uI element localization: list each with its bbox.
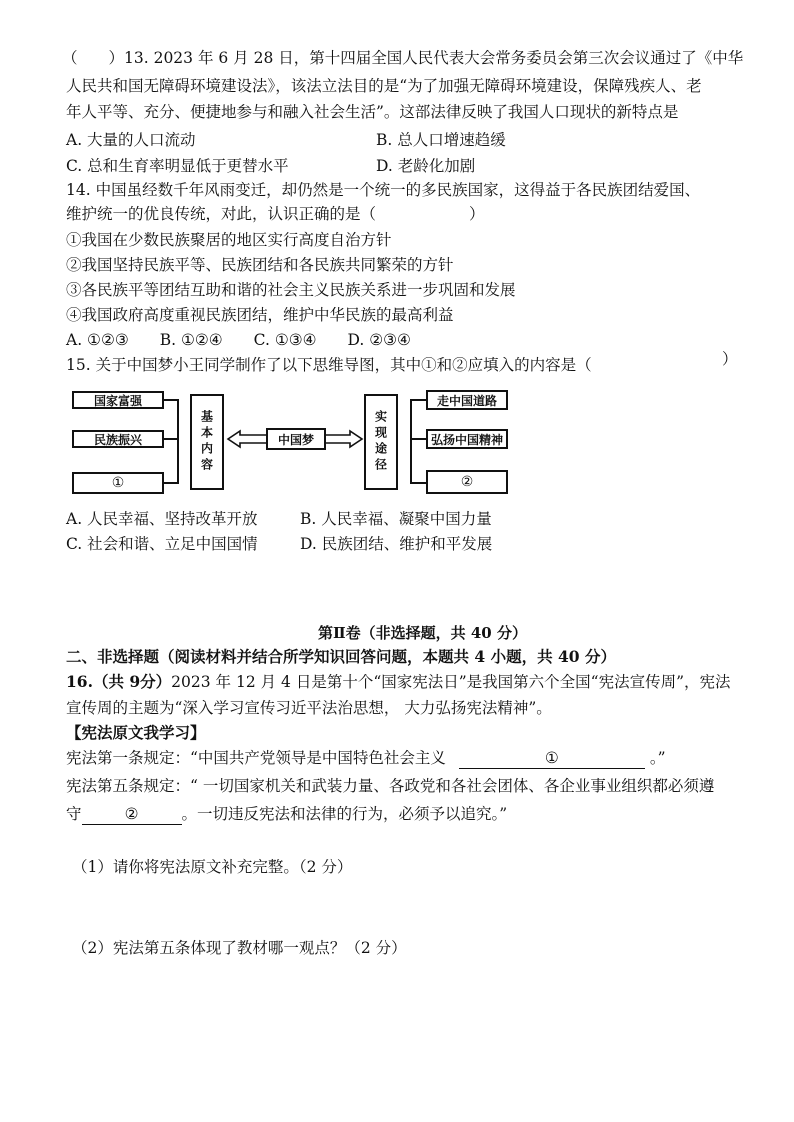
q16-article1 xyxy=(66,748,666,769)
mm-connector xyxy=(164,438,178,440)
mm-connector xyxy=(410,399,426,401)
q14-item-4: ④我国政府高度重视民族团结，维护中华民族的最高利益 xyxy=(66,306,454,324)
article1-end: 。” xyxy=(649,749,666,767)
q13-option-b: B. 总人口增速趋缓 xyxy=(376,131,506,149)
q13-line1: （ ）13. 2023 年 6 月 28 日，第十四届全国人民代表大会常务委员会第三次会议通过了《中华 xyxy=(62,49,744,67)
mm-connector xyxy=(164,482,178,484)
q15-stem: 15. 关于中国梦小王同学制作了以下思维导图，其中①和②应填入的内容是（ xyxy=(66,356,592,374)
mm-left-1: 国家富强 xyxy=(72,391,164,409)
mm-chinese-dream: 中国梦 xyxy=(266,428,326,450)
article5-end: 。一切违反宪法和法律的行为，必须予以追究。” xyxy=(181,805,508,823)
mm-left-3-blank: ① xyxy=(72,472,164,494)
q16-article5-line2 xyxy=(66,804,507,825)
mm-connector xyxy=(177,399,179,484)
mm-right-3-blank: ② xyxy=(426,470,508,494)
q15-option-d: D. 民族团结、维护和平发展 xyxy=(300,535,493,553)
mm-right-1: 走中国道路 xyxy=(426,390,508,410)
q14-line1: 14. 中国虽经数千年风雨变迁，却仍然是一个统一的多民族国家，这得益于各民族团结爱国、 xyxy=(66,181,701,199)
mm-right-2: 弘扬中国精神 xyxy=(426,429,508,449)
article1-text: 宪法第一条规定：“中国共产党领导是中国特色社会主义 xyxy=(66,749,446,767)
article5-prefix: 守 xyxy=(66,805,82,823)
q15-option-b: B. 人民幸福、凝聚中国力量 xyxy=(300,510,492,528)
q14-item-1: ①我国在少数民族聚居的地区实行高度自治方针 xyxy=(66,231,392,249)
q16-line2: 宣传周的主题为“深入学习宣传习近平法治思想， 大力弘扬宪法精神”。 xyxy=(66,699,552,717)
q16-article5-line1: 宪法第五条规定：“ 一切国家机关和武装力量、各政党和各社会团体、各企业事业组织都必须遵 xyxy=(66,777,715,795)
mm-connector xyxy=(410,399,412,484)
q14-item-2: ②我国坚持民族平等、民族团结和各民族共同繁荣的方针 xyxy=(66,256,454,274)
q16-subquestion-1: （1）请你将宪法原文补充完整。（2 分） xyxy=(72,858,353,876)
q16-line1-text: 2023 年 12 月 4 日是第十个“国家宪法日”是我国第六个全国“宪法宣传周”，宪法 xyxy=(171,673,731,691)
q15-option-a: A. 人民幸福、坚持改革开放 xyxy=(66,510,258,528)
q16-line1 xyxy=(66,672,731,692)
mm-realization-path-label: 实现途径 xyxy=(373,410,388,474)
q15-option-c: C. 社会和谐、立足中国国情 xyxy=(66,535,258,553)
q14-item-3: ③各民族平等团结互助和谐的社会主义民族关系进一步巩固和发展 xyxy=(66,281,516,299)
mm-basic-content-label: 基本内容 xyxy=(199,410,214,474)
q16-section-title: 【宪法原文我学习】 xyxy=(66,723,206,742)
mm-connector xyxy=(410,438,426,440)
mm-basic-content xyxy=(190,394,224,490)
part2-title: 第Ⅱ卷（非选择题，共 40 分） xyxy=(318,624,527,642)
q15-stem-close: ） xyxy=(722,350,738,368)
blank-1[interactable]: ① xyxy=(459,748,645,769)
q14-options: A. ①②③ B. ①②④ C. ①③④ D. ②③④ xyxy=(66,331,411,349)
mm-connector xyxy=(410,482,426,484)
blank-2[interactable]: ② xyxy=(82,804,182,825)
mm-connector xyxy=(164,399,178,401)
q13-line2: 人民共和国无障碍环境建设法》，该法立法目的是“为了加强无障碍环境建设，保障残疾人、老 xyxy=(66,77,702,95)
mm-left-2: 民族振兴 xyxy=(72,430,164,448)
q16-subquestion-2: （2）宪法第五条体现了教材哪一观点？（2 分） xyxy=(72,939,407,957)
part2-heading: 二、非选择题（阅读材料并结合所学知识回答问题，本题共 4 小题，共 40 分） xyxy=(66,647,616,666)
q14-line2: 维护统一的优良传统，对此，认识正确的是（ ） xyxy=(66,205,485,223)
q16-number: 16.（共 9分） xyxy=(66,672,172,691)
q13-line3: 年人平等、充分、便捷地参与和融入社会生活”。这部法律反映了我国人口现状的新特点是 xyxy=(66,103,679,121)
q13-option-a: A. 大量的人口流动 xyxy=(66,131,196,149)
mm-realization-path xyxy=(364,394,398,490)
q13-option-c: C. 总和生育率明显低于更替水平 xyxy=(66,157,289,175)
q13-option-d: D. 老龄化加剧 xyxy=(376,157,476,175)
